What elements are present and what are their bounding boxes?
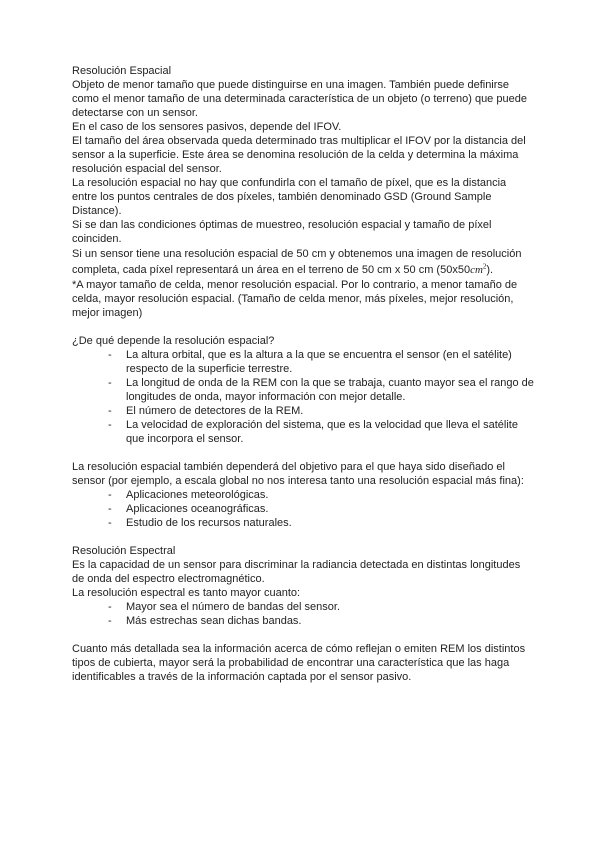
spacer [72,320,534,334]
example-end: ). [486,264,494,276]
list-item: - Estudio de los recursos naturales. [108,516,534,530]
list-item: - La velocidad de exploración del sistema, que es la velocidad que lleva el satélite que incorpora el sensor. [108,418,534,446]
list-item: - Aplicaciones oceanográficas. [108,502,534,516]
unit-exponent: 2 [482,262,487,271]
section-title-spatial: Resolución Espacial [72,65,172,77]
paragraph: Es la capacidad de un sensor para discriminar la radiancia detectada en distintas longitudes de onda del espectro electromagnético. [72,559,521,585]
list-item: - El número de detectores de la REM. [108,404,534,418]
paragraph: Si se dan las condiciones óptimas de muestreo, resolución espacial y tamaño de píxel coinciden. [72,219,492,245]
list-item: - Aplicaciones meteorológicas. [108,488,534,502]
list-item: - La longitud de onda de la REM con la que se trabaja, cuanto mayor sea el rango de longitudes de onda, mayor información con mejor detalle. [108,376,534,404]
applications-list [72,488,534,530]
paragraph: La resolución espacial no hay que confundirla con el tamaño de píxel, que es la distancia entre los puntos centrales de dos píxeles, también denominado GSD (Ground Sample Distance). [72,177,507,217]
document-body [72,64,534,684]
spacer [72,628,534,642]
paragraph: La resolución espectral es tanto mayor cuanto: [72,587,301,599]
paragraph-example [72,246,534,278]
spectral-list [72,600,534,628]
unit-text: cm [470,264,483,276]
paragraph: El tamaño del área observada queda determinado tras multiplicar el IFOV por la distancia del sensor a la superficie. Este área se denomina resolución de la celda y determina la máxima resolución espacial del sensor. [72,135,526,175]
paragraph: Cuanto más detallada sea la información acerca de cómo reflejan o emiten REM los distintos tipos de cubierta, mayor será la probabilidad de encontrar una característica que las haga identificables a través de la información captada por el sensor pasivo. [72,643,526,683]
spacer [72,530,534,544]
paragraph: La resolución espacial también dependerá del objetivo para el que haya sido diseñado el sensor (por ejemplo, a escala global no nos interesa tanto una resolución espacial más fina): [72,461,524,487]
list-item: - La altura orbital, que es la altura a la que se encuentra el sensor (en el satélite) respecto de la superficie terrestre. [108,348,534,376]
paragraph: Objeto de menor tamaño que puede distinguirse en una imagen. También puede definirse como el menor tamaño de una determinada característica de un objeto (o terreno) que puede detectarse con un sensor. [72,79,527,119]
dependency-list [72,348,534,446]
question-heading: ¿De qué depende la resolución espacial? [72,335,275,347]
paragraph-note: *A mayor tamaño de celda, menor resolución espacial. Por lo contrario, a menor tamaño de celda, mayor resolución espacial. (Tamaño de celda menor, más píxeles, mejor resolución, mejor imagen) [72,279,518,319]
list-item: - Más estrechas sean dichas bandas. [108,614,534,628]
example-text: Si un sensor tiene una resolución espacial de 50 cm y obtenemos una imagen de resolución completa, cada píxel representará un área en el terreno de 50 cm x 50 cm (50x50 [72,248,522,276]
list-item: - Mayor sea el número de bandas del sensor. [108,600,534,614]
paragraph: En el caso de los sensores pasivos, depende del IFOV. [72,121,342,133]
section-title-spectral: Resolución Espectral [72,545,176,557]
spacer [72,446,534,460]
unit-math [470,264,486,276]
